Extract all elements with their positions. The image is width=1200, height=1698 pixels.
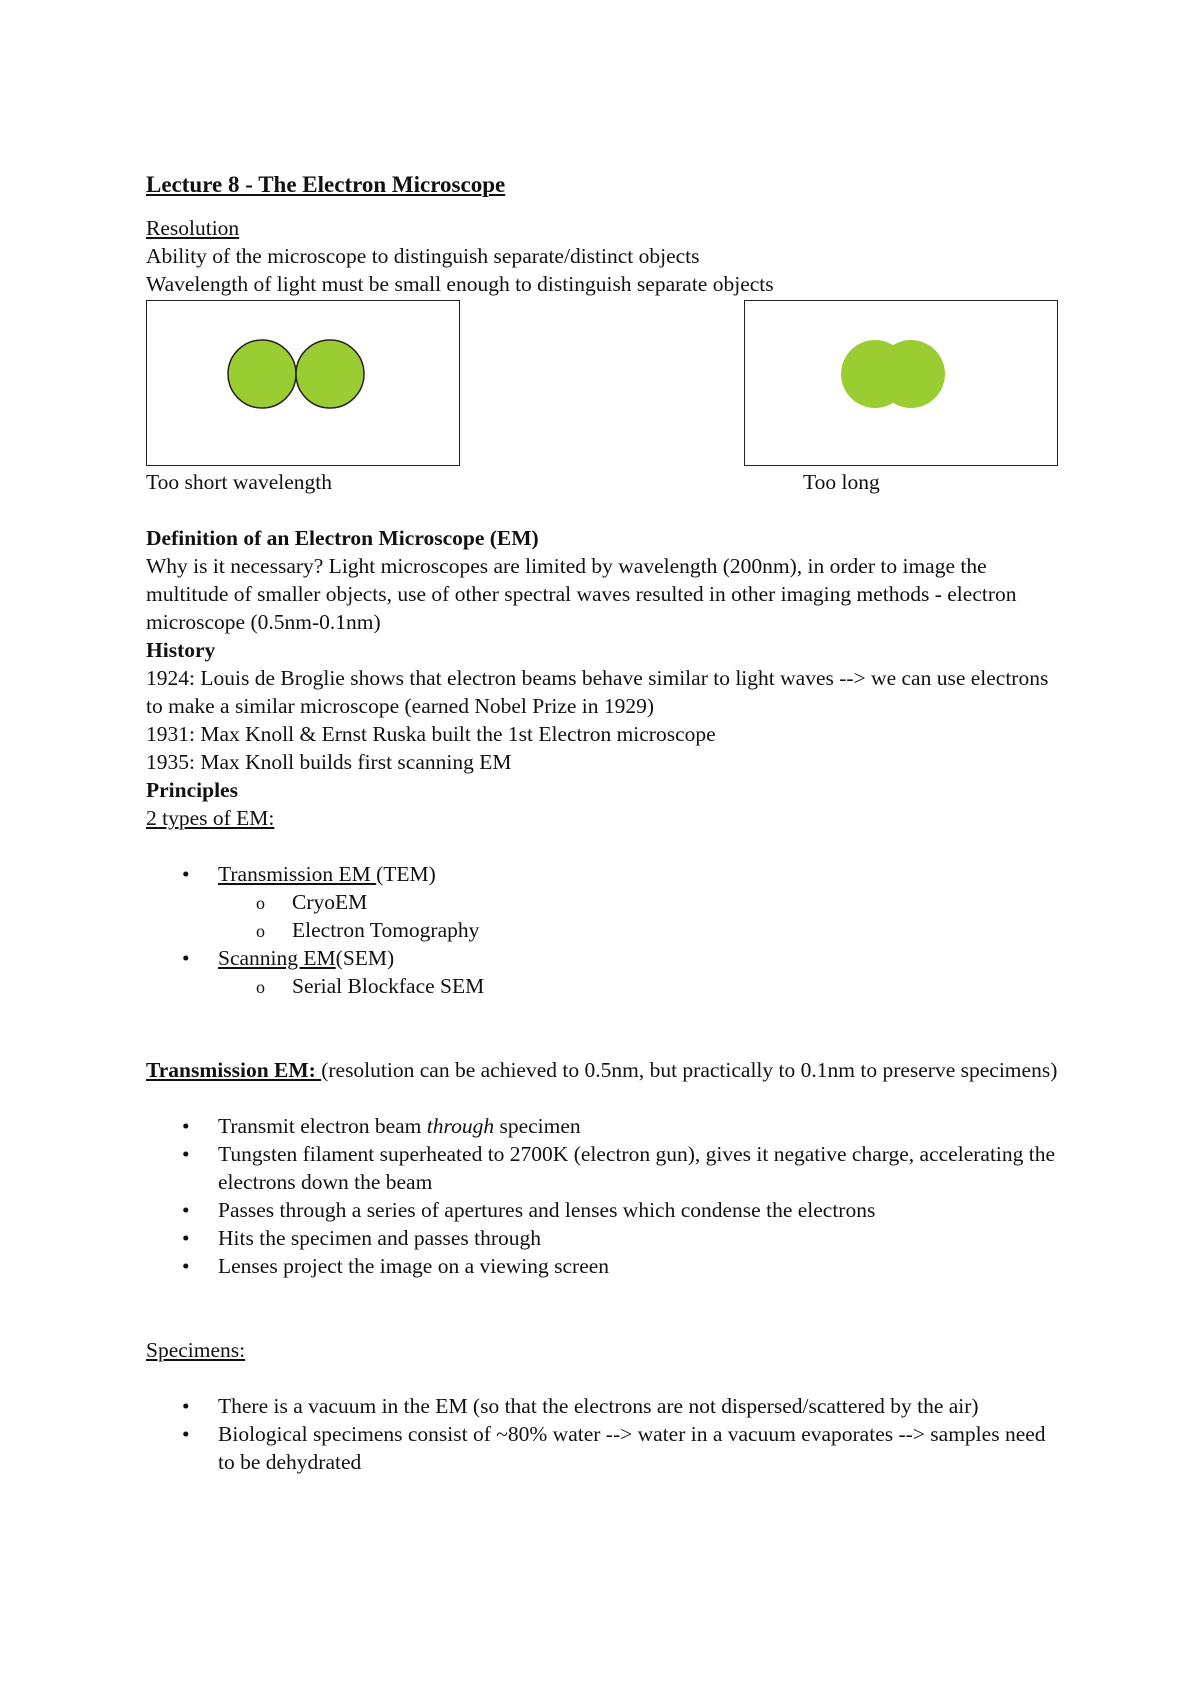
em-subtype: Electron Tomography <box>292 918 480 942</box>
caption-too-long: Too long <box>803 470 880 494</box>
bullet-icon: • <box>182 946 190 970</box>
bullet-icon: • <box>182 1254 190 1278</box>
specimens-list <box>146 1392 1066 1476</box>
resolution-line-2: Wavelength of light must be small enough to distinguish separate objects <box>146 272 774 296</box>
definition-text: Why is it necessary? Light microscopes are limited by wavelength (200nm), in order to image the multitude of smaller objects, use of other spectral waves resulted in other imaging methods - electron microscope (0.5nm-0.1nm) <box>146 554 1017 634</box>
list-item <box>146 1112 1066 1140</box>
specimens-heading: Specimens: <box>146 1338 246 1362</box>
caption-short-wavelength: Too short wavelength <box>146 470 332 494</box>
resolution-figure <box>146 300 1066 468</box>
list-item <box>146 944 1066 972</box>
bullet-text-emphasis: through <box>426 1114 495 1138</box>
transmission-list <box>146 1112 1066 1280</box>
list-item <box>146 860 1066 888</box>
bullet-text: Hits the specimen and passes through <box>218 1226 542 1250</box>
bullet-text: Biological specimens consist of ~80% water --> water in a vacuum evaporates --> samples need to be dehydrated <box>218 1422 1046 1474</box>
transmission-heading: Transmission EM: <box>146 1058 322 1082</box>
list-item <box>146 1224 1066 1252</box>
separated-circles-diagram <box>147 301 461 467</box>
em-type-abbrev: (TEM) <box>376 862 436 886</box>
list-item <box>146 1392 1066 1420</box>
list-item <box>146 1196 1066 1224</box>
bullet-text-post: specimen <box>494 1114 581 1138</box>
bullet-text: Lenses project the image on a viewing screen <box>218 1254 610 1278</box>
list-item <box>146 1140 1066 1196</box>
merged-circle-right <box>877 340 945 408</box>
list-item <box>146 972 1066 1000</box>
history-item: 1931: Max Knoll & Ernst Ruska built the 1st Electron microscope <box>146 722 716 746</box>
long-wavelength-box <box>744 300 1058 466</box>
history-item: 1935: Max Knoll builds first scanning EM <box>146 750 512 774</box>
bullet-text: There is a vacuum in the EM (so that the electrons are not dispersed/scattered by the air) <box>218 1394 979 1418</box>
em-type-abbrev: (SEM) <box>335 946 395 970</box>
list-item <box>146 1420 1066 1476</box>
page-title: Lecture 8 - The Electron Microscope <box>146 172 506 197</box>
bullet-text-pre: Transmit electron beam <box>218 1114 427 1138</box>
figure-captions <box>146 468 1066 496</box>
bullet-icon: • <box>182 1394 190 1418</box>
resolution-line-1: Ability of the microscope to distinguish separate/distinct objects <box>146 244 700 268</box>
transmission-section-intro <box>146 1056 1066 1084</box>
list-item <box>146 888 1066 916</box>
bullet-icon: • <box>182 1422 190 1446</box>
sub-bullet-icon: o <box>256 977 265 997</box>
bullet-text: Tungsten filament superheated to 2700K (electron gun), gives it negative charge, accelerating the electrons down the beam <box>218 1142 1056 1194</box>
resolution-heading: Resolution <box>146 216 240 240</box>
transmission-intro: (resolution can be achieved to 0.5nm, but practically to 0.1nm to preserve specimens) <box>321 1058 1058 1082</box>
merged-circles-diagram <box>745 301 1059 467</box>
sub-bullet-icon: o <box>256 893 265 913</box>
history-heading: History <box>146 638 216 662</box>
definition-heading: Definition of an Electron Microscope (EM) <box>146 526 539 550</box>
bullet-text: Passes through a series of apertures and lenses which condense the electrons <box>218 1198 876 1222</box>
left-circle <box>228 340 296 408</box>
em-types-list <box>146 860 1066 1000</box>
right-circle <box>296 340 364 408</box>
list-item <box>146 916 1066 944</box>
bullet-icon: • <box>182 1114 190 1138</box>
bullet-icon: • <box>182 1142 190 1166</box>
list-item <box>146 1252 1066 1280</box>
bullet-icon: • <box>182 1198 190 1222</box>
short-wavelength-box <box>146 300 460 466</box>
bullet-icon: • <box>182 862 190 886</box>
sub-bullet-icon: o <box>256 921 265 941</box>
history-item: 1924: Louis de Broglie shows that electron beams behave similar to light waves --> we can use electrons to make a similar microscope (earned Nobel Prize in 1929) <box>146 666 1049 718</box>
principles-heading: Principles <box>146 778 238 802</box>
em-subtype: CryoEM <box>292 890 368 914</box>
em-type-name: Transmission EM <box>218 862 377 886</box>
em-subtype: Serial Blockface SEM <box>292 974 485 998</box>
em-type-name: Scanning EM <box>218 946 336 970</box>
bullet-icon: • <box>182 1226 190 1250</box>
document-page <box>146 170 1066 1476</box>
em-types-subheading: 2 types of EM: <box>146 806 275 830</box>
